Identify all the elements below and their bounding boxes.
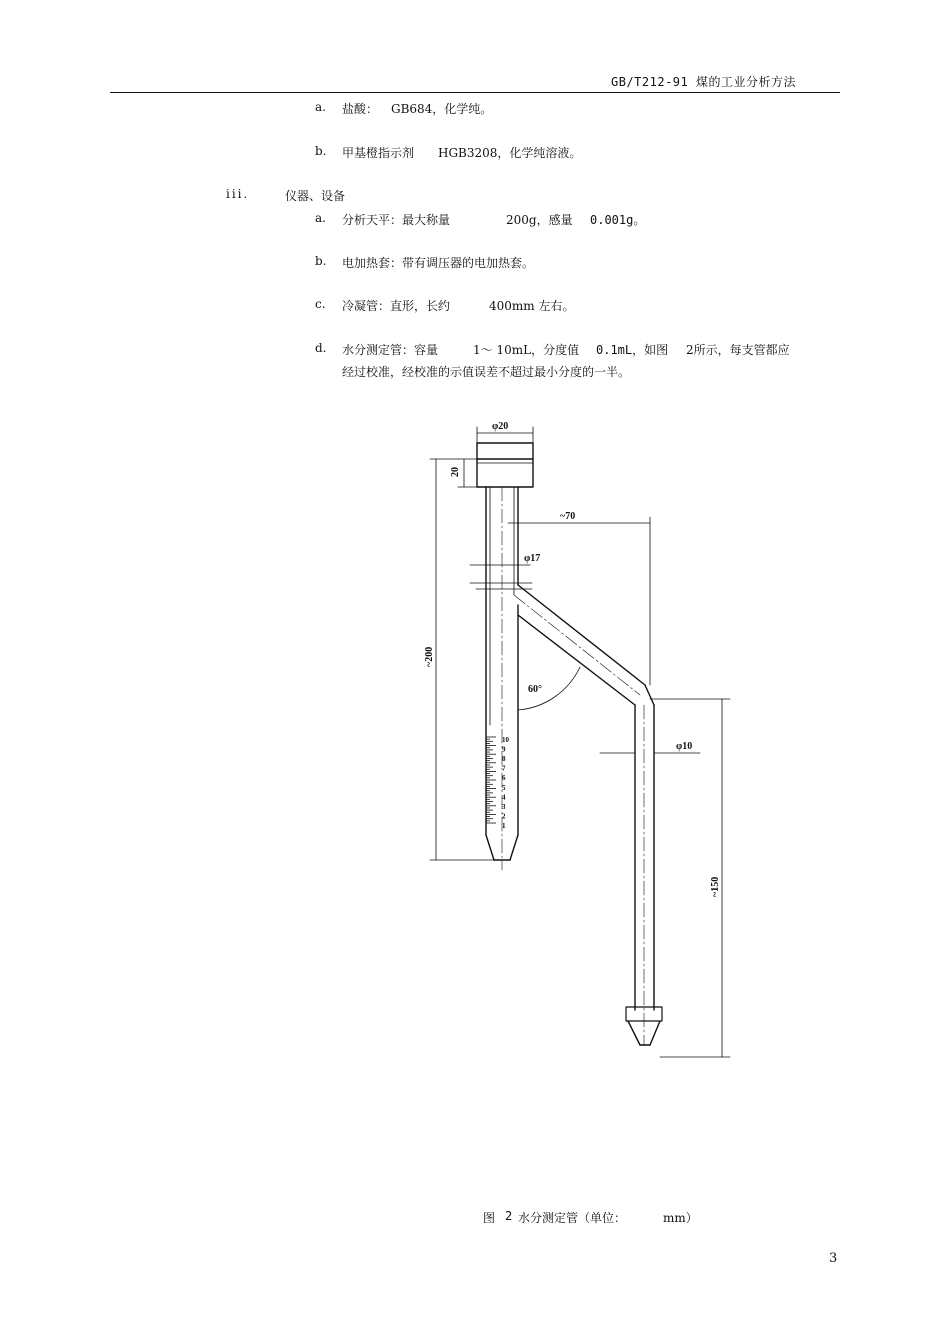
caption-prefix: 图 [483,1211,496,1225]
item-a-label: a. [315,100,326,114]
instrument-d-label: d. [315,341,327,355]
graduation-label: 9 [502,745,506,754]
dim-side-tube-diameter: φ10 [676,741,693,752]
caption-unit: mm） [663,1211,698,1225]
dim-neck-height: 20 [450,467,461,477]
instrument-c-text-2: 400mm 左右。 [489,299,575,313]
graduation-label: 1 [502,822,506,830]
page-header [0,0,950,100]
water-tube-drawing [400,405,760,1075]
graduation-label: 10 [502,736,509,744]
instrument-d-text-4: 2所示，每支管都应 [686,343,790,357]
instrument-b-text-1: 电加热套：带有调压器的电加热套。 [342,256,535,270]
page-number: 3 [829,1251,838,1266]
dim-side-tube-length: ~150 [710,876,721,897]
top-socket [477,443,533,487]
instrument-c-label: c. [315,297,326,311]
dim-tube-diameter: φ17 [524,553,541,564]
caption-number: 2 [505,1209,513,1223]
graduation-label: 4 [502,793,506,802]
graduation-label: 8 [502,755,506,764]
instrument-a-text-3: 0.001g。 [590,213,646,227]
item-a-text-2: GB684，化学纯。 [391,102,493,116]
header-standard: GB/T212-91 煤的工业分析方法 [611,75,796,89]
dim-angle: 60° [528,684,542,695]
instrument-c-text-1: 冷凝管：直形，长约 [342,299,451,313]
header-rule [110,92,840,93]
caption-title: 水分测定管（单位： [518,1211,627,1225]
instrument-d-text-1: 水分测定管：容量 [342,343,439,357]
item-b-text-1: 甲基橙指示剂 [342,146,415,160]
item-b-label: b. [315,144,327,158]
instrument-b-label: b. [315,254,327,268]
graduation-label: 5 [502,783,506,792]
dim-branch-offset: ~70 [560,511,576,522]
instrument-a-label: a. [315,211,326,225]
graduation-label: 6 [502,774,506,783]
dim-top-diameter: φ20 [492,421,509,432]
section-title: 仪器、设备 [285,189,346,203]
water-tube-figure [400,405,760,1075]
section-label: iii. [226,187,250,201]
dim-total-height: ~200 [424,646,435,667]
graduation-label: 3 [502,802,506,811]
instrument-d-cont: 经过校准，经校准的示值误差不超过最小分度的一半。 [342,365,631,379]
instrument-d-text-2: 1～ 10mL，分度值 [473,343,580,357]
graduation-label: 2 [502,812,506,821]
graduation-label: 7 [502,764,506,773]
item-a-text-1: 盐酸： [342,102,379,116]
instrument-a-text-2: 200g，感量 [506,213,573,227]
instrument-d-text-3: 0.1mL，如图 [596,343,669,357]
item-b-text-2: HGB3208，化学纯溶液。 [438,146,582,160]
side-arm-upper-wall [518,585,645,685]
instrument-a-text-1: 分析天平：最大称量 [342,213,451,227]
